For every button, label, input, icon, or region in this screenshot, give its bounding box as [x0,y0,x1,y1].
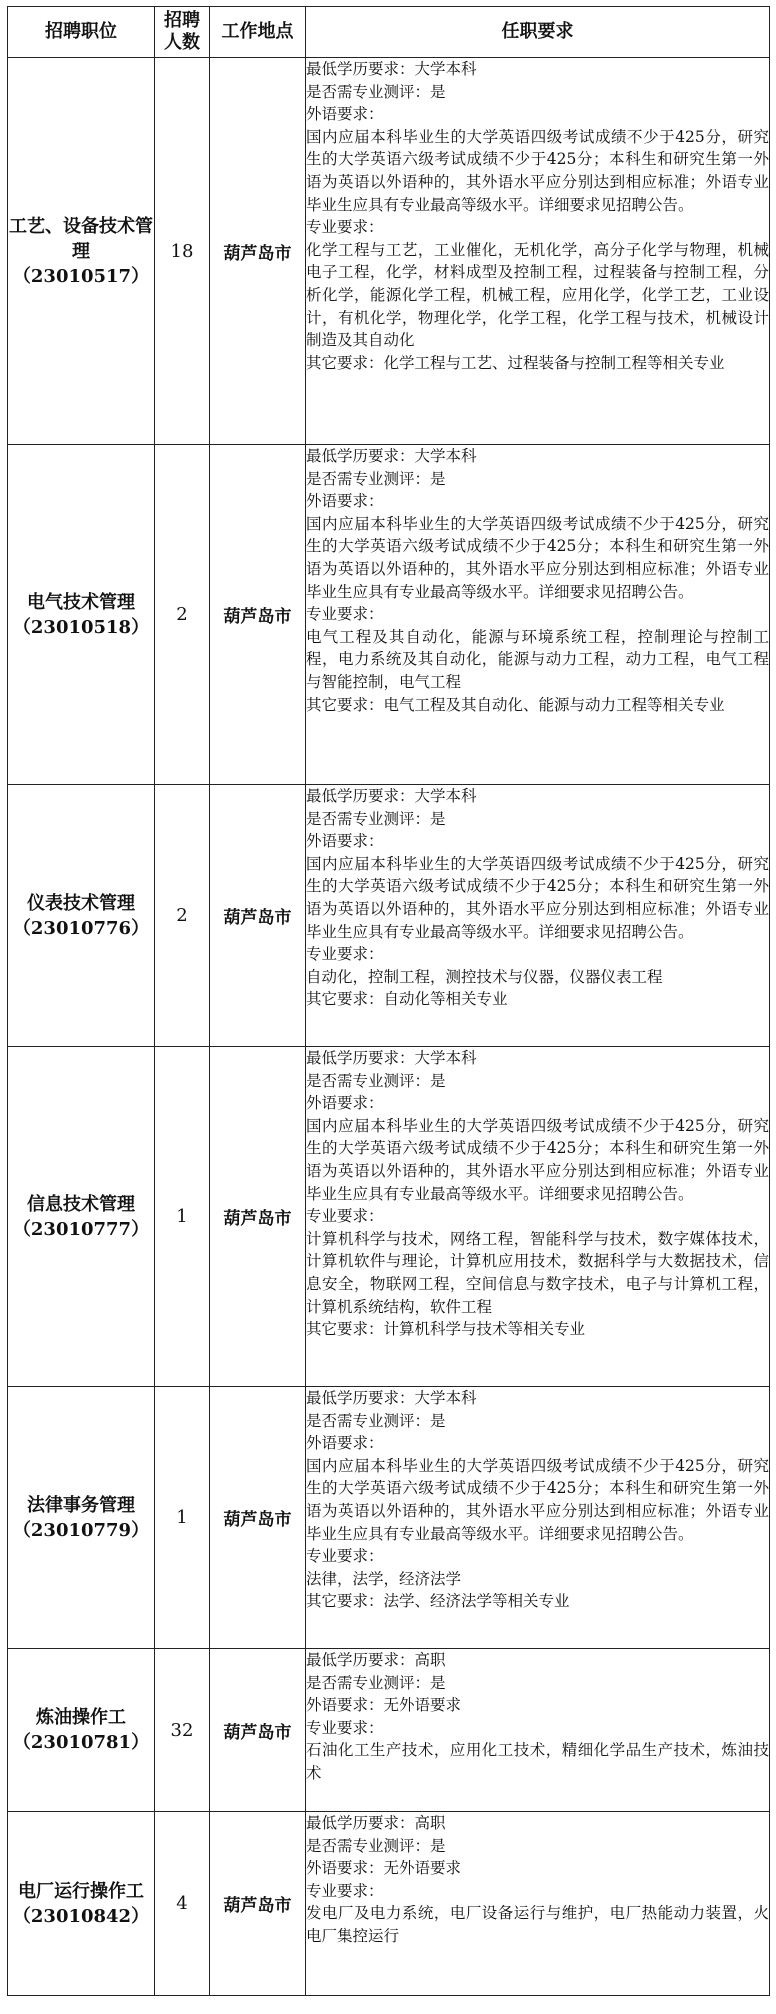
requirement-line: 是否需专业测评：是 [306,82,446,101]
requirement-line: 国内应届本科毕业生的大学英语四级考试成绩不少于425分，研究生的大学英语六级考试成绩不少于425分；本科生和研究生第一外语为英语以外语种的，其外语水平应分别达到相应标准；外语专业毕业生应具有专业最高等级水平。详细要求见招聘公告。 [306,1116,769,1203]
requirement-line: 专业要求： [306,1718,384,1737]
requirement-line: 其它要求：化学工程与工艺、过程装备与控制工程等相关专业 [306,353,725,372]
requirement-line: 最低学历要求：高职 [306,1814,446,1832]
headcount-cell: 2 [155,445,210,785]
requirements-cell [306,445,770,785]
position-code: （23010777） [12,1218,150,1240]
table-row [8,1649,770,1812]
requirement-line: 是否需专业测评：是 [306,1071,446,1090]
table-row [8,1047,770,1387]
position-name: 电厂运行操作工 [18,1880,144,1902]
requirement-line: 最低学历要求：大学本科 [306,1049,477,1067]
headcount-cell: 1 [155,1047,210,1387]
position-code: （23010779） [12,1519,150,1541]
requirement-line: 自动化，控制工程，测控技术与仪器，仪器仪表工程 [306,967,663,986]
requirements-cell [306,1387,770,1649]
location-cell: 葫芦岛市 [210,1649,306,1812]
requirements-cell [306,58,770,445]
location-cell: 葫芦岛市 [210,58,306,445]
header-row [8,7,770,58]
headcount-cell: 4 [155,1812,210,1996]
position-code: （23010776） [12,917,150,939]
position-name: 法律事务管理 [27,1494,135,1516]
position-cell [8,1812,155,1996]
location-cell: 葫芦岛市 [210,1387,306,1649]
position-code: （23010518） [12,616,150,638]
requirement-line: 外语要求：无外语要求 [306,1859,462,1878]
position-name: 电气技术管理 [27,591,135,613]
requirement-line: 专业要求： [306,1881,384,1900]
requirement-line: 其它要求：法学、经济法学等相关专业 [306,1592,570,1611]
requirement-line: 国内应届本科毕业生的大学英语四级考试成绩不少于425分，研究生的大学英语六级考试成绩不少于425分；本科生和研究生第一外语为英语以外语种的，其外语水平应分别达到相应标准；外语专业毕业生应具有专业最高等级水平。详细要求见招聘公告。 [306,514,769,601]
requirement-line: 外语要求：无外语要求 [306,1696,462,1715]
requirement-line: 专业要求： [306,605,384,624]
requirement-line: 专业要求： [306,1547,384,1566]
requirement-line: 专业要求： [306,1207,384,1226]
headcount-cell: 1 [155,1387,210,1649]
requirement-line: 是否需专业测评：是 [306,1673,446,1692]
position-name: 炼油操作工 [36,1707,126,1728]
requirement-line: 专业要求： [306,218,384,237]
requirement-line: 其它要求：电气工程及其自动化、能源与动力工程等相关专业 [306,695,725,714]
requirement-line: 其它要求：自动化等相关专业 [306,990,508,1009]
requirement-line: 最低学历要求：大学本科 [306,787,477,805]
requirement-line: 国内应届本科毕业生的大学英语四级考试成绩不少于425分，研究生的大学英语六级考试成绩不少于425分；本科生和研究生第一外语为英语以外语种的，其外语水平应分别达到相应标准；外语专业毕业生应具有专业最高等级水平。详细要求见招聘公告。 [306,127,769,214]
position-name: 仪表技术管理 [27,892,135,914]
requirement-line: 发电厂及电力系统，电厂设备运行与维护，电厂热能动力装置，火电厂集控运行 [306,1904,769,1945]
position-cell [8,1387,155,1649]
requirement-line: 其它要求：计算机科学与技术等相关专业 [306,1320,586,1339]
position-cell [8,785,155,1047]
headcount-cell: 2 [155,785,210,1047]
requirements-cell [306,1649,770,1812]
requirement-line: 专业要求： [306,945,384,964]
location-cell: 葫芦岛市 [210,785,306,1047]
requirement-line: 最低学历要求：大学本科 [306,1389,477,1407]
table-row [8,1812,770,1996]
position-cell [8,1649,155,1812]
requirement-line: 法律，法学，经济法学 [306,1569,462,1588]
location-cell: 葫芦岛市 [210,1812,306,1996]
table-row [8,785,770,1047]
requirement-line: 外语要求： [306,1094,384,1113]
position-name: 工艺、设备技术管理 [9,215,153,262]
position-cell [8,445,155,785]
position-code: （23010517） [12,265,150,287]
requirements-cell [306,785,770,1047]
position-code: （23010842） [12,1905,150,1927]
requirement-line: 外语要求： [306,832,384,851]
requirement-line: 是否需专业测评：是 [306,809,446,828]
header-position: 招聘职位 [8,7,155,58]
requirement-line: 计算机科学与技术，网络工程，智能科学与技术，数字媒体技术，计算机软件与理论，计算机应用技术，数据科学与大数据技术，信息安全，物联网工程，空间信息与数字技术，电子与计算机工程，计算机系统结构，软件工程 [306,1229,769,1316]
requirement-line: 电气工程及其自动化，能源与环境系统工程，控制理论与控制工程，电力系统及其自动化，能源与动力工程，动力工程，电气工程与智能控制，电气工程 [306,627,769,691]
location-cell: 葫芦岛市 [210,1047,306,1387]
requirement-line: 外语要求： [306,492,384,511]
requirement-line: 最低学历要求：大学本科 [306,447,477,465]
position-code: （23010781） [12,1732,150,1753]
table-row [8,445,770,785]
headcount-cell: 32 [155,1649,210,1812]
requirements-cell [306,1812,770,1996]
header-location: 工作地点 [210,7,306,58]
header-count: 招聘人数 [155,7,210,58]
requirement-line: 石油化工生产技术，应用化工技术，精细化学品生产技术，炼油技术 [306,1741,769,1782]
requirements-cell [306,1047,770,1387]
requirement-line: 外语要求： [306,105,384,124]
requirement-line: 最低学历要求：高职 [306,1651,446,1669]
location-cell: 葫芦岛市 [210,445,306,785]
header-requirements: 任职要求 [306,7,770,58]
table-row [8,58,770,445]
requirement-line: 是否需专业测评：是 [306,1411,446,1430]
requirement-line: 最低学历要求：大学本科 [306,60,477,78]
recruitment-table [7,6,770,1996]
position-name: 信息技术管理 [27,1193,135,1215]
requirement-line: 是否需专业测评：是 [306,469,446,488]
table-row [8,1387,770,1649]
requirement-line: 外语要求： [306,1434,384,1453]
headcount-cell: 18 [155,58,210,445]
requirement-line: 是否需专业测评：是 [306,1836,446,1855]
requirement-line: 化学工程与工艺，工业催化，无机化学，高分子化学与物理，机械电子工程，化学，材料成型及控制工程，过程装备与控制工程，分析化学，能源化学工程，机械工程，应用化学，化学工艺，工业设计，有机化学，物理化学，化学工程，化学工程与技术，机械设计制造及其自动化 [306,240,769,350]
position-cell [8,1047,155,1387]
position-cell [8,58,155,445]
requirement-line: 国内应届本科毕业生的大学英语四级考试成绩不少于425分，研究生的大学英语六级考试成绩不少于425分；本科生和研究生第一外语为英语以外语种的，其外语水平应分别达到相应标准；外语专业毕业生应具有专业最高等级水平。详细要求见招聘公告。 [306,854,769,941]
requirement-line: 国内应届本科毕业生的大学英语四级考试成绩不少于425分，研究生的大学英语六级考试成绩不少于425分；本科生和研究生第一外语为英语以外语种的，其外语水平应分别达到相应标准；外语专业毕业生应具有专业最高等级水平。详细要求见招聘公告。 [306,1456,769,1543]
